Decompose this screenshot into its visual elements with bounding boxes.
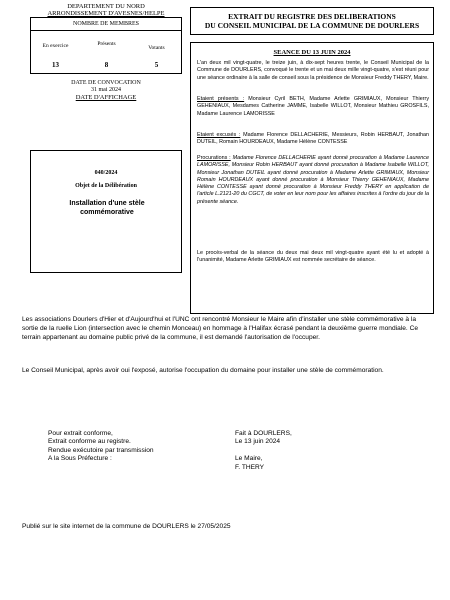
seance-title: SEANCE DU 13 JUIN 2024 bbox=[273, 49, 351, 56]
members-divider bbox=[31, 30, 181, 31]
arrondissement-name: ARRONDISSEMENT D'AVESNES/HELPE bbox=[47, 10, 165, 17]
objet-box bbox=[30, 150, 182, 273]
signature-left-line-2: Extrait conforme au registre. bbox=[48, 438, 131, 446]
members-box bbox=[30, 17, 182, 74]
excuses-list: Madame Florence DELLACHERIE, Messieurs, Robin HERBAUT, Jonathan DUTEIL, Romain HOURDEAUX, Madame Hélène CONTESSE bbox=[197, 132, 429, 146]
procurations-heading: Procurations : bbox=[197, 155, 231, 161]
signature-right-line-4: F. THERY bbox=[235, 463, 265, 471]
signature-right-line-3: Le Maire, bbox=[235, 455, 263, 463]
procurations-list: Madame Florence DELLACHERIE ayant donné procuration à Madame Laurence LAMORISSE, Monsieur Robin HERBAUT ayant donné procuration à Madame Isabelle WILLOT, Monsieur Jonathan DUTEIL ayant donné procuration à Madame Arlette GRIMIAUX, Monsieur Romain HOURDEAUX ayant donné procuration à Monsieur Thierry GEHENIAUX, Madame Hélène CONTESSE ayant donné procuration à Monsieur Freddy THERY en application de l'article L.2121-20 du CGCT, de voter en leur nom pour les affaires inscrites à l'ordre du jour de la présente séance. bbox=[197, 155, 429, 205]
body-paragraph-1: Les associations Dourlers d'Hier et d'Aujourd'hui et l'UNC ont rencontré Monsieur le Maire afin d'installer une stèle commémorative à la sortie de la ruelle Lion (intersection avec le chemin Monceau) en hommage à l'Halifax écrasé pendant la deuxième guerre mondiale. Ce terrain appartenant au domaine public privé de la commune, il est demandé l'autorisation de l'occuper. bbox=[22, 316, 419, 341]
members-title: NOMBRE DE MEMBRES bbox=[72, 21, 139, 27]
presents-list: Monsieur Cyril BETH, Madame Arlette GRIMIAUX, Monsieur Thierry GEHENIAUX, Mesdames Catherine JAMME, Isabelle WILLOT, Monsieur Mathieu GROSFILS, Madame Laurence LAMORISSE bbox=[197, 96, 430, 117]
pv-paragraph: Le procès-verbal de la séance du deux mai deux mil vingt-quatre ayant été lu et adopté à l'unanimité, Madame Arlette GRIMIAUX est nommée secrétaire de séance. bbox=[197, 250, 429, 264]
department-header bbox=[30, 3, 182, 17]
excuses-heading: Etaient excusés : bbox=[197, 132, 241, 138]
extract-line-2: DU CONSEIL MUNICIPAL DE LA COMMUNE DE DOURLERS bbox=[204, 21, 420, 30]
presents-paragraph bbox=[197, 96, 429, 118]
presents-label: Présents bbox=[97, 41, 116, 47]
exercice-label: En exercice bbox=[42, 43, 69, 49]
procurations-paragraph bbox=[197, 155, 429, 206]
deliberation-number: 040/2024 bbox=[94, 170, 118, 176]
objet-label: Objet de la Délibération bbox=[75, 183, 137, 189]
seance-intro: L'an deux mil vingt-quatre, le treize juin, à dix-sept heures trente, le Conseil Municipal de la Commune de DOURLERS, convoqué le trente et un mai deux mille vingt-quatre, s'est réuni pour une séance ordinaire à la salle de conseil sous la présidence de Monsieur Freddy THERY, Maire. bbox=[197, 60, 429, 81]
signature-left bbox=[48, 430, 198, 464]
signature-right-line-1: Fait à DOURLERS, bbox=[235, 430, 292, 437]
body-paragraph-2: Le Conseil Municipal, après avoir oui l'exposé, autorise l'occupation du domaine pour installer une stèle de commémoration. bbox=[22, 367, 384, 374]
convocation-label: DATE DE CONVOCATION bbox=[71, 80, 141, 86]
votants-value: 5 bbox=[154, 61, 159, 69]
votants-label: Votants bbox=[148, 45, 165, 51]
signature-left-line-1: Pour extrait conforme, bbox=[48, 430, 113, 437]
extract-line-1: EXTRAIT DU REGISTRE DES DELIBERATIONS bbox=[228, 12, 396, 21]
convocation-block bbox=[30, 80, 182, 101]
signature-left-line-4: A la Sous Préfecture : bbox=[48, 455, 112, 463]
signature-left-line-3: Rendue exécutoire par transmission bbox=[48, 446, 154, 454]
signature-right bbox=[235, 430, 385, 472]
seance-box bbox=[190, 42, 434, 314]
department-name: DEPARTEMENT DU NORD bbox=[67, 3, 145, 10]
presents-heading: Etaient présents : bbox=[197, 96, 245, 102]
exercice-value: 13 bbox=[52, 61, 59, 69]
excuses-paragraph bbox=[197, 132, 429, 147]
presents-value: 8 bbox=[104, 61, 109, 69]
affichage-label: DATE D'AFFICHAGE bbox=[75, 94, 137, 101]
publication-note: Publié sur le site internet de la commune de DOURLERS le 27/05/2025 bbox=[22, 523, 231, 530]
extract-header bbox=[190, 7, 434, 35]
convocation-date: 31 mai 2024 bbox=[91, 87, 121, 93]
objet-title: Installation d'une stèle commémorative bbox=[69, 200, 145, 216]
signature-right-line-2: Le 13 juin 2024 bbox=[235, 438, 281, 446]
